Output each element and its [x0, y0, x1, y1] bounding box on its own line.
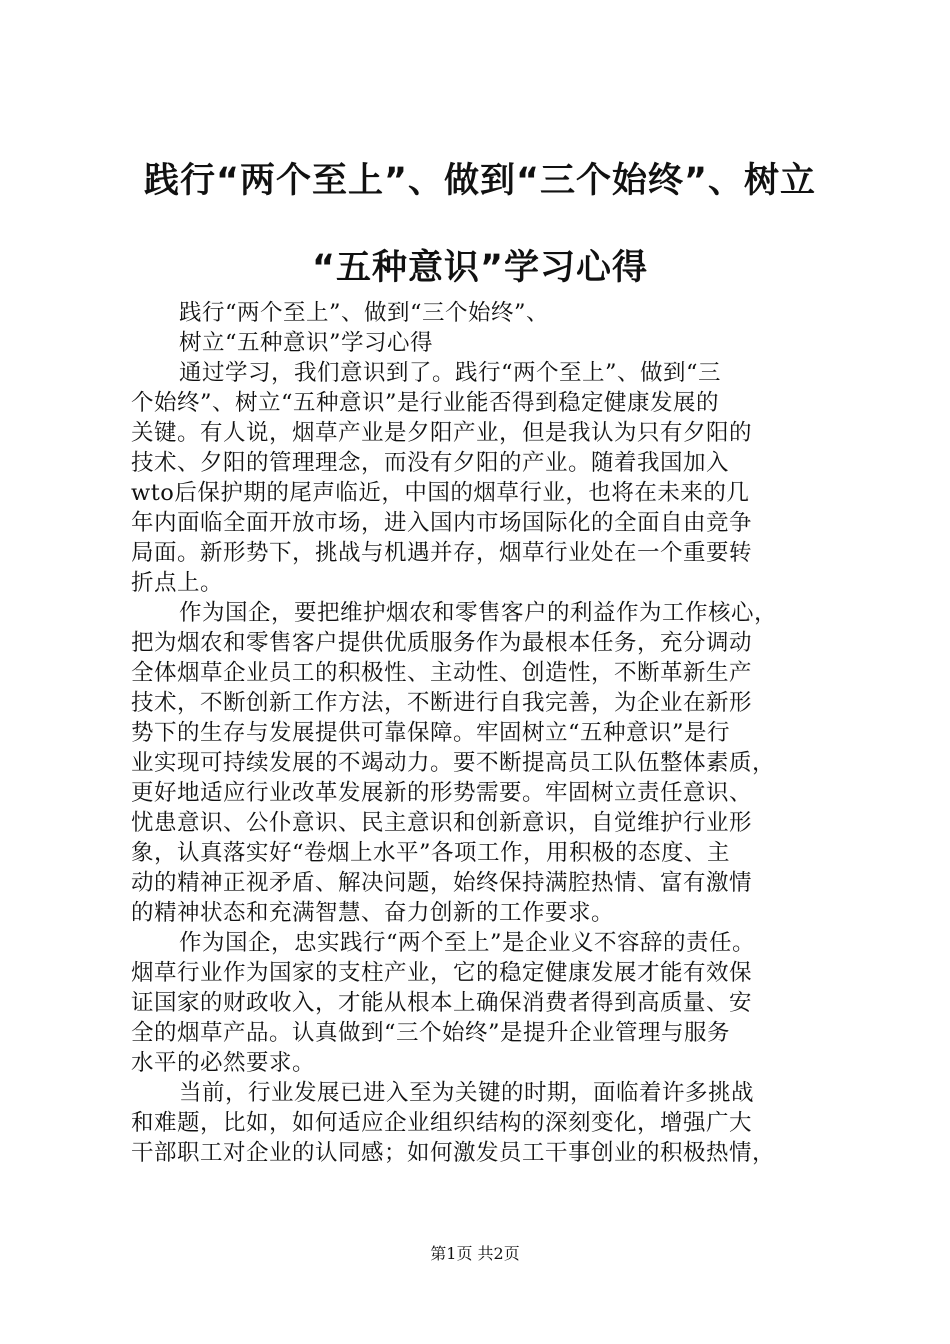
body-line: 业实现可持续发展的不竭动力。要不断提高员工队伍整体素质，: [131, 750, 776, 776]
body-line: 折点上。: [131, 570, 224, 596]
body-line: 更好地适应行业改革发展新的形势需要。牢固树立责任意识、: [131, 780, 753, 806]
body-line: 象，认真落实好“卷烟上水平”各项工作，用积极的态度、主: [131, 840, 731, 866]
body-line: 的精神状态和充满智慧、奋力创新的工作要求。: [131, 900, 615, 926]
body-line: wto后保护期的尾声临近，中国的烟草行业，也将在未来的几: [131, 480, 750, 506]
document-body: [131, 298, 831, 1168]
body-line: 和难题，比如，如何适应企业组织结构的深刻变化，增强广大: [131, 1110, 753, 1136]
body-line: 烟草行业作为国家的支柱产业，它的稳定健康发展才能有效保: [131, 960, 753, 986]
body-line: 技术、夕阳的管理理念，而没有夕阳的产业。随着我国加入: [131, 450, 730, 476]
body-line: 干部职工对企业的认同感；如何激发员工干事创业的积极热情，: [131, 1140, 776, 1166]
body-line: 关键。有人说，烟草产业是夕阳产业，但是我认为只有夕阳的: [131, 420, 753, 446]
body-line: 动的精神正视矛盾、解决问题，始终保持满腔热情、富有激情: [131, 870, 753, 896]
body-line: 忧患意识、公仆意识、民主意识和创新意识，自觉维护行业形: [131, 810, 753, 836]
body-line: 局面。新形势下，挑战与机遇并存，烟草行业处在一个重要转: [131, 540, 753, 566]
body-line: 作为国企，要把维护烟农和零售客户的利益作为工作核心，: [179, 600, 778, 626]
body-line: 树立“五种意识”学习心得: [179, 330, 434, 356]
body-line: 把为烟农和零售客户提供优质服务作为最根本任务，充分调动: [131, 630, 753, 656]
body-line: 当前，行业发展已进入至为关键的时期，面临着许多挑战: [179, 1080, 755, 1106]
page-footer: 第1页 共2页: [430, 1244, 520, 1263]
body-line: 作为国企，忠实践行“两个至上”是企业义不容辞的责任。: [179, 930, 756, 956]
document-title-line-2: “五种意识”学习心得: [311, 248, 648, 288]
body-line: 个始终”、树立“五种意识”是行业能否得到稳定健康发展的: [131, 390, 720, 416]
document-title-line-1: 践行“两个至上”、做到“三个始终”、树立: [143, 161, 816, 201]
body-line: 技术，不断创新工作方法，不断进行自我完善，为企业在新形: [131, 690, 753, 716]
body-line: 践行“两个至上”、做到“三个始终”、: [179, 300, 550, 326]
body-line: 证国家的财政收入，才能从根本上确保消费者得到高质量、安: [131, 990, 753, 1016]
body-line: 年内面临全面开放市场，进入国内市场国际化的全面自由竞争: [131, 510, 753, 536]
body-line: 水平的必然要求。: [131, 1050, 316, 1076]
body-line: 势下的生存与发展提供可靠保障。牢固树立“五种意识”是行: [131, 720, 731, 746]
body-line: 通过学习，我们意识到了。践行“两个至上”、做到“三: [179, 360, 722, 386]
body-line: 全体烟草企业员工的积极性、主动性、创造性，不断革新生产: [131, 660, 753, 686]
body-line: 全的烟草产品。认真做到“三个始终”是提升企业管理与服务: [131, 1020, 731, 1046]
